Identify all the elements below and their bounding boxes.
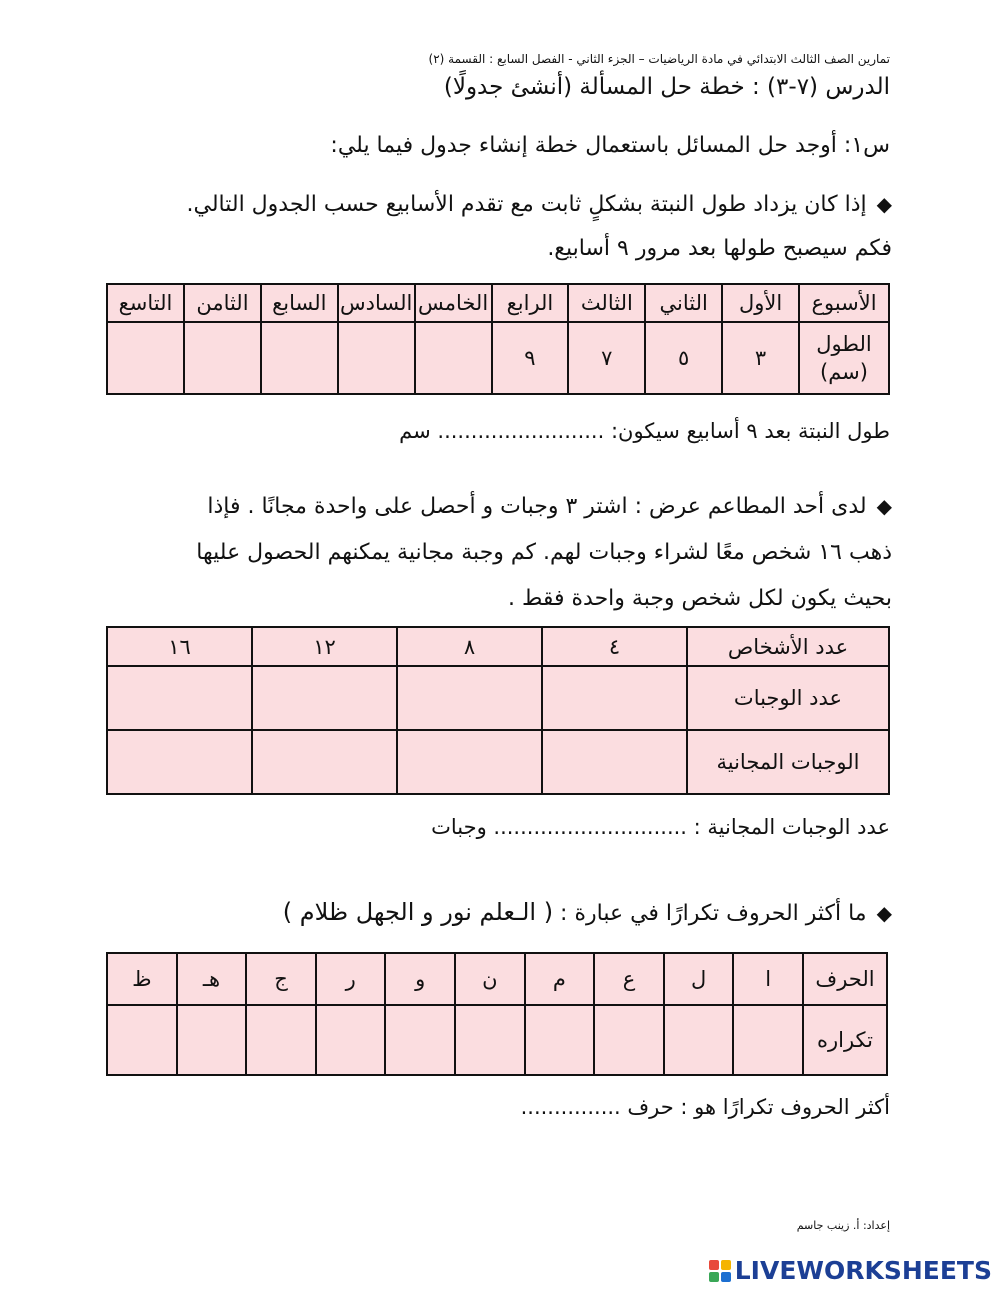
table-header-cell: تكراره — [803, 1005, 887, 1075]
problem-1-line-2: فكم سيصبح طولها بعد مرور ٩ أسابيع. — [547, 236, 892, 261]
logo-square — [721, 1272, 731, 1282]
table-cell: ٨ — [397, 627, 542, 666]
problem-1-answer: طول النبتة بعد ٩ أسابيع سيكون: ......................... سم — [399, 419, 890, 443]
diamond-bullet-icon: ◆ — [876, 494, 892, 518]
logo-grid-icon — [709, 1260, 731, 1282]
table-cell: الرابع — [492, 284, 569, 322]
answer-cell[interactable] — [385, 1005, 455, 1075]
table-cell: م — [525, 953, 595, 1005]
answer-cell[interactable] — [252, 730, 397, 794]
answer-cell[interactable] — [177, 1005, 247, 1075]
answer-cell[interactable] — [107, 730, 252, 794]
table-cell: هـ — [177, 953, 247, 1005]
letters-table — [106, 952, 888, 1076]
answer-cell[interactable] — [107, 666, 252, 730]
answer-cell[interactable] — [415, 322, 492, 394]
table-cell: ٥ — [645, 322, 722, 394]
table-cell: الثامن — [184, 284, 261, 322]
table-cell: ١٢ — [252, 627, 397, 666]
table-cell: ر — [316, 953, 386, 1005]
diamond-bullet-icon: ◆ — [876, 901, 892, 925]
table-cell: ل — [664, 953, 734, 1005]
plant-height-table — [106, 283, 890, 395]
table-row — [107, 666, 889, 730]
table-cell: ٩ — [492, 322, 569, 394]
table-cell: ا — [733, 953, 803, 1005]
answer-cell[interactable] — [397, 666, 542, 730]
lesson-title: الدرس (٧-٣) : خطة حل المسألة (أنشئ جدولًا) — [443, 74, 890, 100]
answer-cell[interactable] — [261, 322, 338, 394]
answer-cell[interactable] — [733, 1005, 803, 1075]
table-cell: الثاني — [645, 284, 722, 322]
question-1: س١: أوجد حل المسائل باستعمال خطة إنشاء جدول فيما يلي: — [330, 133, 890, 158]
answer-cell[interactable] — [246, 1005, 316, 1075]
table-row — [107, 1005, 887, 1075]
problem-2-text — [102, 483, 892, 622]
problem-3-question: ما أكثر الحروف تكرارًا في عبارة : — [553, 901, 867, 926]
table-cell: الخامس — [415, 284, 492, 322]
table-cell: الثالث — [568, 284, 645, 322]
problem-2-answer: عدد الوجبات المجانية : ............................. وجبات — [431, 815, 890, 839]
problem-3-answer: أكثر الحروف تكرارًا هو : حرف ............... — [520, 1095, 890, 1119]
table-cell: التاسع — [107, 284, 184, 322]
logo-text: LIVEWORKSHEETS — [734, 1256, 992, 1285]
prepared-by: إعداد: أ. زينب جاسم — [796, 1219, 890, 1232]
problem-2-line-2: ذهب ١٦ شخص معًا لشراء وجبات لهم. كم وجبة مجانية يمكنهم الحصول عليها — [196, 540, 892, 565]
table-cell: ٤ — [542, 627, 687, 666]
table-row — [107, 730, 889, 794]
problem-2-line-3: بحيث يكون لكل شخص وجبة واحدة فقط . — [507, 586, 892, 611]
table-cell: ن — [455, 953, 525, 1005]
logo-square — [709, 1272, 719, 1282]
table-cell: السادس — [338, 284, 415, 322]
table-row — [107, 627, 889, 666]
answer-cell[interactable] — [107, 322, 184, 394]
table-cell: ع — [594, 953, 664, 1005]
table-cell: ١٦ — [107, 627, 252, 666]
problem-1-line-1: إذا كان يزداد طول النبتة بشكلٍ ثابت مع تقدم الأسابيع حسب الجدول التالي. — [186, 192, 867, 217]
problem-3-quote: ( الـعلم نور و الجهل ظلام ) — [282, 898, 554, 926]
problem-3-text — [102, 890, 892, 936]
answer-cell[interactable] — [316, 1005, 386, 1075]
table-row — [107, 284, 889, 322]
table-row — [107, 322, 889, 394]
answer-cell[interactable] — [252, 666, 397, 730]
logo-square — [709, 1260, 719, 1270]
answer-cell[interactable] — [542, 730, 687, 794]
table-cell: ٣ — [722, 322, 799, 394]
answer-cell[interactable] — [397, 730, 542, 794]
problem-1-text — [102, 182, 892, 271]
answer-cell[interactable] — [664, 1005, 734, 1075]
table-cell: ٧ — [568, 322, 645, 394]
table-header-cell: عدد الأشخاص — [687, 627, 889, 666]
problem-2-line-1: لدى أحد المطاعم عرض : اشتر ٣ وجبات و أحصل على واحدة مجانًا . فإذا — [207, 494, 867, 519]
table-cell: الأول — [722, 284, 799, 322]
answer-cell[interactable] — [594, 1005, 664, 1075]
table-header-cell: الطول (سم) — [799, 322, 889, 394]
table-cell: ج — [246, 953, 316, 1005]
table-header-cell: عدد الوجبات — [687, 666, 889, 730]
diamond-bullet-icon: ◆ — [876, 192, 892, 216]
worksheet-header: تمارين الصف الثالث الابتدائي في مادة الرياضيات – الجزء الثاني - الفصل السابع : القسمة (٢) — [428, 52, 890, 66]
table-header-cell: الوجبات المجانية — [687, 730, 889, 794]
liveworksheets-logo — [709, 1256, 992, 1285]
meals-table — [106, 626, 890, 795]
table-header-cell: الأسبوع — [799, 284, 889, 322]
answer-cell[interactable] — [455, 1005, 525, 1075]
logo-square — [721, 1260, 731, 1270]
table-header-cell: الحرف — [803, 953, 887, 1005]
table-row — [107, 953, 887, 1005]
answer-cell[interactable] — [525, 1005, 595, 1075]
table-cell: ظ — [107, 953, 177, 1005]
table-cell: السابع — [261, 284, 338, 322]
answer-cell[interactable] — [542, 666, 687, 730]
answer-cell[interactable] — [338, 322, 415, 394]
answer-cell[interactable] — [184, 322, 261, 394]
answer-cell[interactable] — [107, 1005, 177, 1075]
table-cell: و — [385, 953, 455, 1005]
